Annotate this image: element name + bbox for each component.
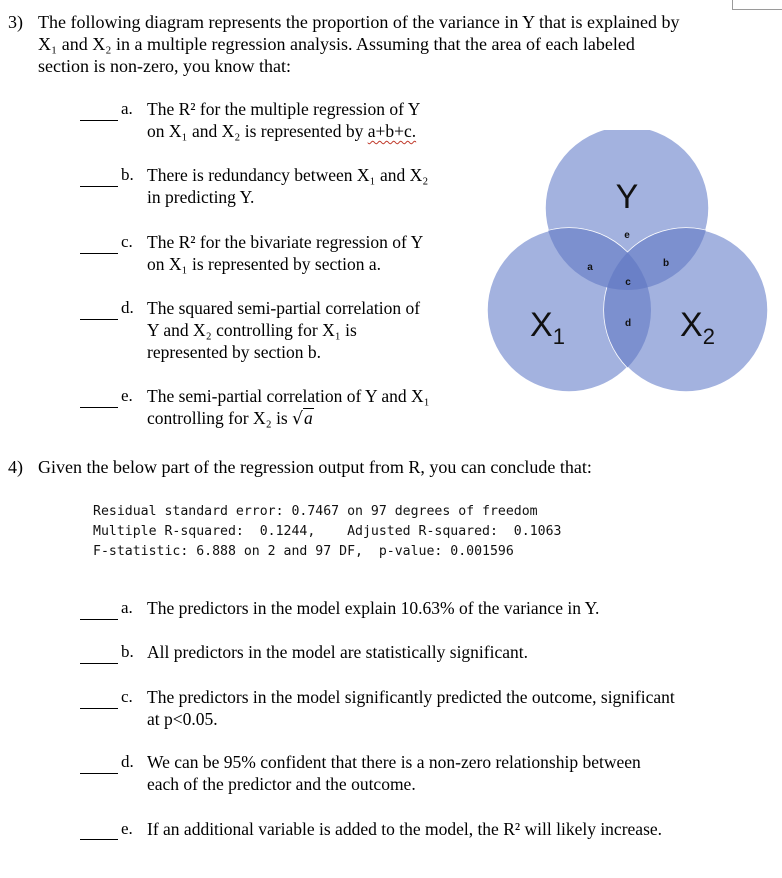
item-3b-line-2: in predicting Y. [147,187,255,207]
answer-blank-4d[interactable] [80,773,118,774]
venn-section-b: b [662,258,670,269]
item-4b-letter: b. [121,642,134,661]
question-3-stem-line-1: The following diagram represents the proportion of the variance in Y that is explained by [38,12,680,32]
item-3d-line-1: The squared semi-partial correlation of [147,298,421,318]
item-4c-line-2: at p<0.05. [147,709,218,729]
item-3a-line-2: on X₁ and X₂ is represented by a+b+c. [147,121,417,141]
item-4a-letter: a. [121,598,133,617]
r-output-line-1: Residual standard error: 0.7467 on 97 degrees of freedom [93,504,538,519]
item-3a-line-1: The R² for the multiple regression of Y [147,99,421,119]
item-4e-line-1: If an additional variable is added to the model, the R² will likely increase. [147,819,663,839]
r-output-line-3: F-statistic: 6.888 on 2 and 97 DF, p-value: 0.001596 [93,544,514,559]
item-3e-letter: e. [121,386,133,405]
item-3d-line-2: Y and X₂ controlling for X₁ is [147,320,357,340]
venn-section-d: d [624,318,632,329]
item-3b-letter: b. [121,165,134,184]
venn-diagram [470,130,780,400]
item-4c-letter: c. [121,687,133,706]
venn-section-a: a [587,262,593,273]
question-4-number: 4) [8,457,23,477]
item-4d-letter: d. [121,752,134,771]
item-3b-line-1: There is redundancy between X₁ and X₂ [147,165,429,185]
question-3-stem-line-3: section is non-zero, you know that: [38,56,291,76]
item-3d-letter: d. [121,298,134,317]
item-4b-line-1: All predictors in the model are statistically significant. [147,642,529,662]
item-4d-line-1: We can be 95% confident that there is a non-zero relationship between [147,752,641,772]
venn-section-c: c [625,277,631,288]
answer-blank-4e[interactable] [80,839,118,840]
r-output-line-2: Multiple R-squared: 0.1244, Adjusted R-squared: 0.1063 [93,524,562,539]
sqrt-expression: √a [292,408,313,429]
venn-section-e: e [624,230,630,241]
item-3a-letter: a. [121,99,133,118]
question-3-number: 3) [8,12,23,32]
answer-blank-3e[interactable] [80,407,118,408]
sqrt-argument: a [303,408,313,428]
item-4e-letter: e. [121,819,133,838]
question-4-stem: Given the below part of the regression output from R, you can conclude that: [38,457,592,477]
venn-label-x2: $X_2$ [680,306,715,349]
page-corner-frame [732,0,782,10]
answer-blank-4b[interactable] [80,663,118,664]
item-3c-line-2: on X₁ is represented by section a. [147,254,382,274]
question-3-stem-line-2: X₁ and X₂ in a multiple regression analysis. Assuming that the area of each labeled [38,34,635,54]
item-3e-line-2: controlling for X₂ is √a [147,408,313,429]
item-4d-line-2: each of the predictor and the outcome. [147,774,416,794]
answer-blank-3a[interactable] [80,120,118,121]
answer-blank-3d[interactable] [80,319,118,320]
answer-blank-3b[interactable] [80,186,118,187]
venn-label-y: Y [615,178,639,216]
item-3c-line-1: The R² for the bivariate regression of Y [147,232,424,252]
item-4a-line-1: The predictors in the model explain 10.63% of the variance in Y. [147,598,600,618]
answer-blank-4a[interactable] [80,619,118,620]
item-3a-spellcheck-answer: a+b+c. [367,121,417,141]
item-3e-line-1: The semi-partial correlation of Y and X₁ [147,386,430,406]
item-4c-line-1: The predictors in the model significantly predicted the outcome, significant [147,687,675,707]
answer-blank-3c[interactable] [80,253,118,254]
item-3c-letter: c. [121,232,133,251]
venn-label-x1: $X_1$ [530,306,565,349]
answer-blank-4c[interactable] [80,708,118,709]
item-3d-line-3: represented by section b. [147,342,321,362]
